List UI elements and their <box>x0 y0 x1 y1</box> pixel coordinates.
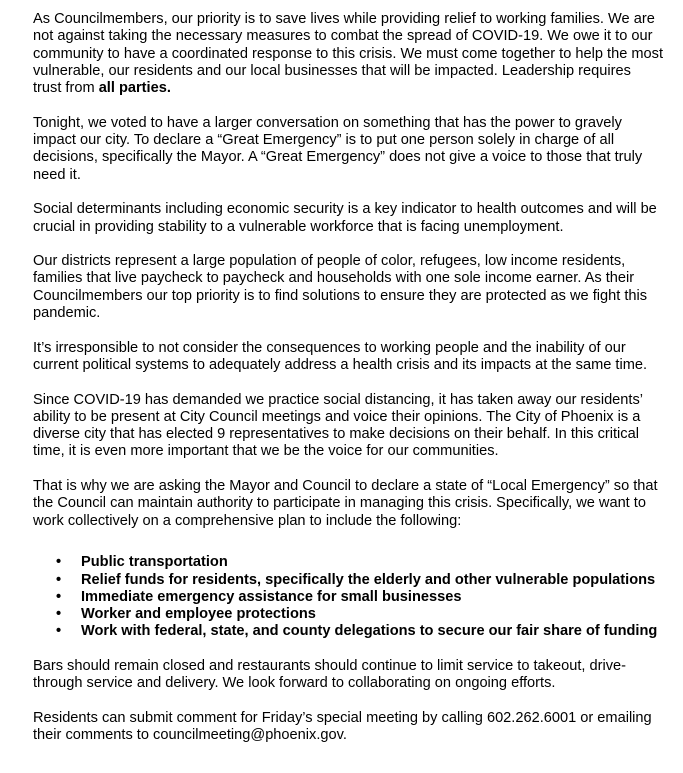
paragraph-districts: Our districts represent a large population of people of color, refugees, low income residents, families that live paycheck to paycheck and households with one sole income earner. As their Councilmembers our top priority is to find solutions to ensure they are protected as we fight this pandemic. <box>33 253 648 322</box>
paragraph-priority <box>33 11 663 97</box>
priority-list <box>33 554 663 640</box>
bullet-icon: • <box>56 571 62 588</box>
list-item <box>33 606 663 623</box>
list-item-text: Work with federal, state, and county delegations to secure our fair share of funding <box>81 623 658 640</box>
bullet-icon: • <box>56 606 62 623</box>
bullet-icon: • <box>56 588 62 605</box>
list-item-text: Public transportation <box>81 554 228 571</box>
paragraph-residents-comment: Residents can submit comment for Friday’s special meeting by calling 602.262.6001 or emailing their comments to councilmeeting@phoenix.gov. <box>33 709 652 744</box>
list-item-text: Immediate emergency assistance for small businesses <box>81 588 462 605</box>
bullet-icon: • <box>56 623 62 640</box>
paragraph-priority-text: As Councilmembers, our priority is to save lives while providing relief to working families. We are not against taking the necessary measures to combat the spread of COVID-19. We owe it to our community to have a coordinated response to this crisis. We must come together to help the most vulnerable, our residents and our local businesses that will be impacted. Leadership requires trust from <box>33 11 663 97</box>
list-item <box>33 554 663 571</box>
paragraph-social-determinants: Social determinants including economic security is a key indicator to health outcomes and will be crucial in providing stability to a vulnerable workforce that is facing unemployment. <box>33 201 657 235</box>
list-item-text: Relief funds for residents, specifically the elderly and other vulnerable populations <box>81 571 656 588</box>
paragraph-priority-bold: all parties. <box>98 80 171 97</box>
document-page <box>33 11 663 762</box>
list-item-text: Worker and employee protections <box>81 606 316 623</box>
list-item <box>33 623 663 640</box>
paragraph-local-emergency: That is why we are asking the Mayor and Council to declare a state of “Local Emergency” so that the Council can maintain authority to participate in managing this crisis. Specifically, we want to work collectively on a comprehensive plan to include the following: <box>33 478 658 529</box>
paragraph-social-distancing: Since COVID-19 has demanded we practice social distancing, it has taken away our residents’ ability to be present at City Council meetings and voice their opinions. The City of Phoenix is a diverse city that has elected 9 representatives to make decisions on their behalf. In this critical time, it is even more important that we be the voice for our communities. <box>33 391 643 460</box>
spacer <box>33 547 663 554</box>
paragraph-bars: Bars should remain closed and restaurants should continue to limit service to takeout, drive-through service and delivery. We look forward to collaborating on ongoing efforts. <box>33 657 626 692</box>
bullet-icon: • <box>56 554 62 571</box>
list-item <box>33 572 663 589</box>
paragraph-irresponsible: It’s irresponsible to not consider the consequences to working people and the inability of our current political systems to adequately address a health crisis and its impacts at the same time. <box>33 339 648 373</box>
list-item <box>33 589 663 606</box>
paragraph-great-emergency: Tonight, we voted to have a larger conversation on something that has the power to gravely impact our city. To declare a “Great Emergency” is to put one person solely in charge of all decisions, specifically the Mayor. A “Great Emergency” does not give a voice to those that truly need it. <box>33 114 643 183</box>
